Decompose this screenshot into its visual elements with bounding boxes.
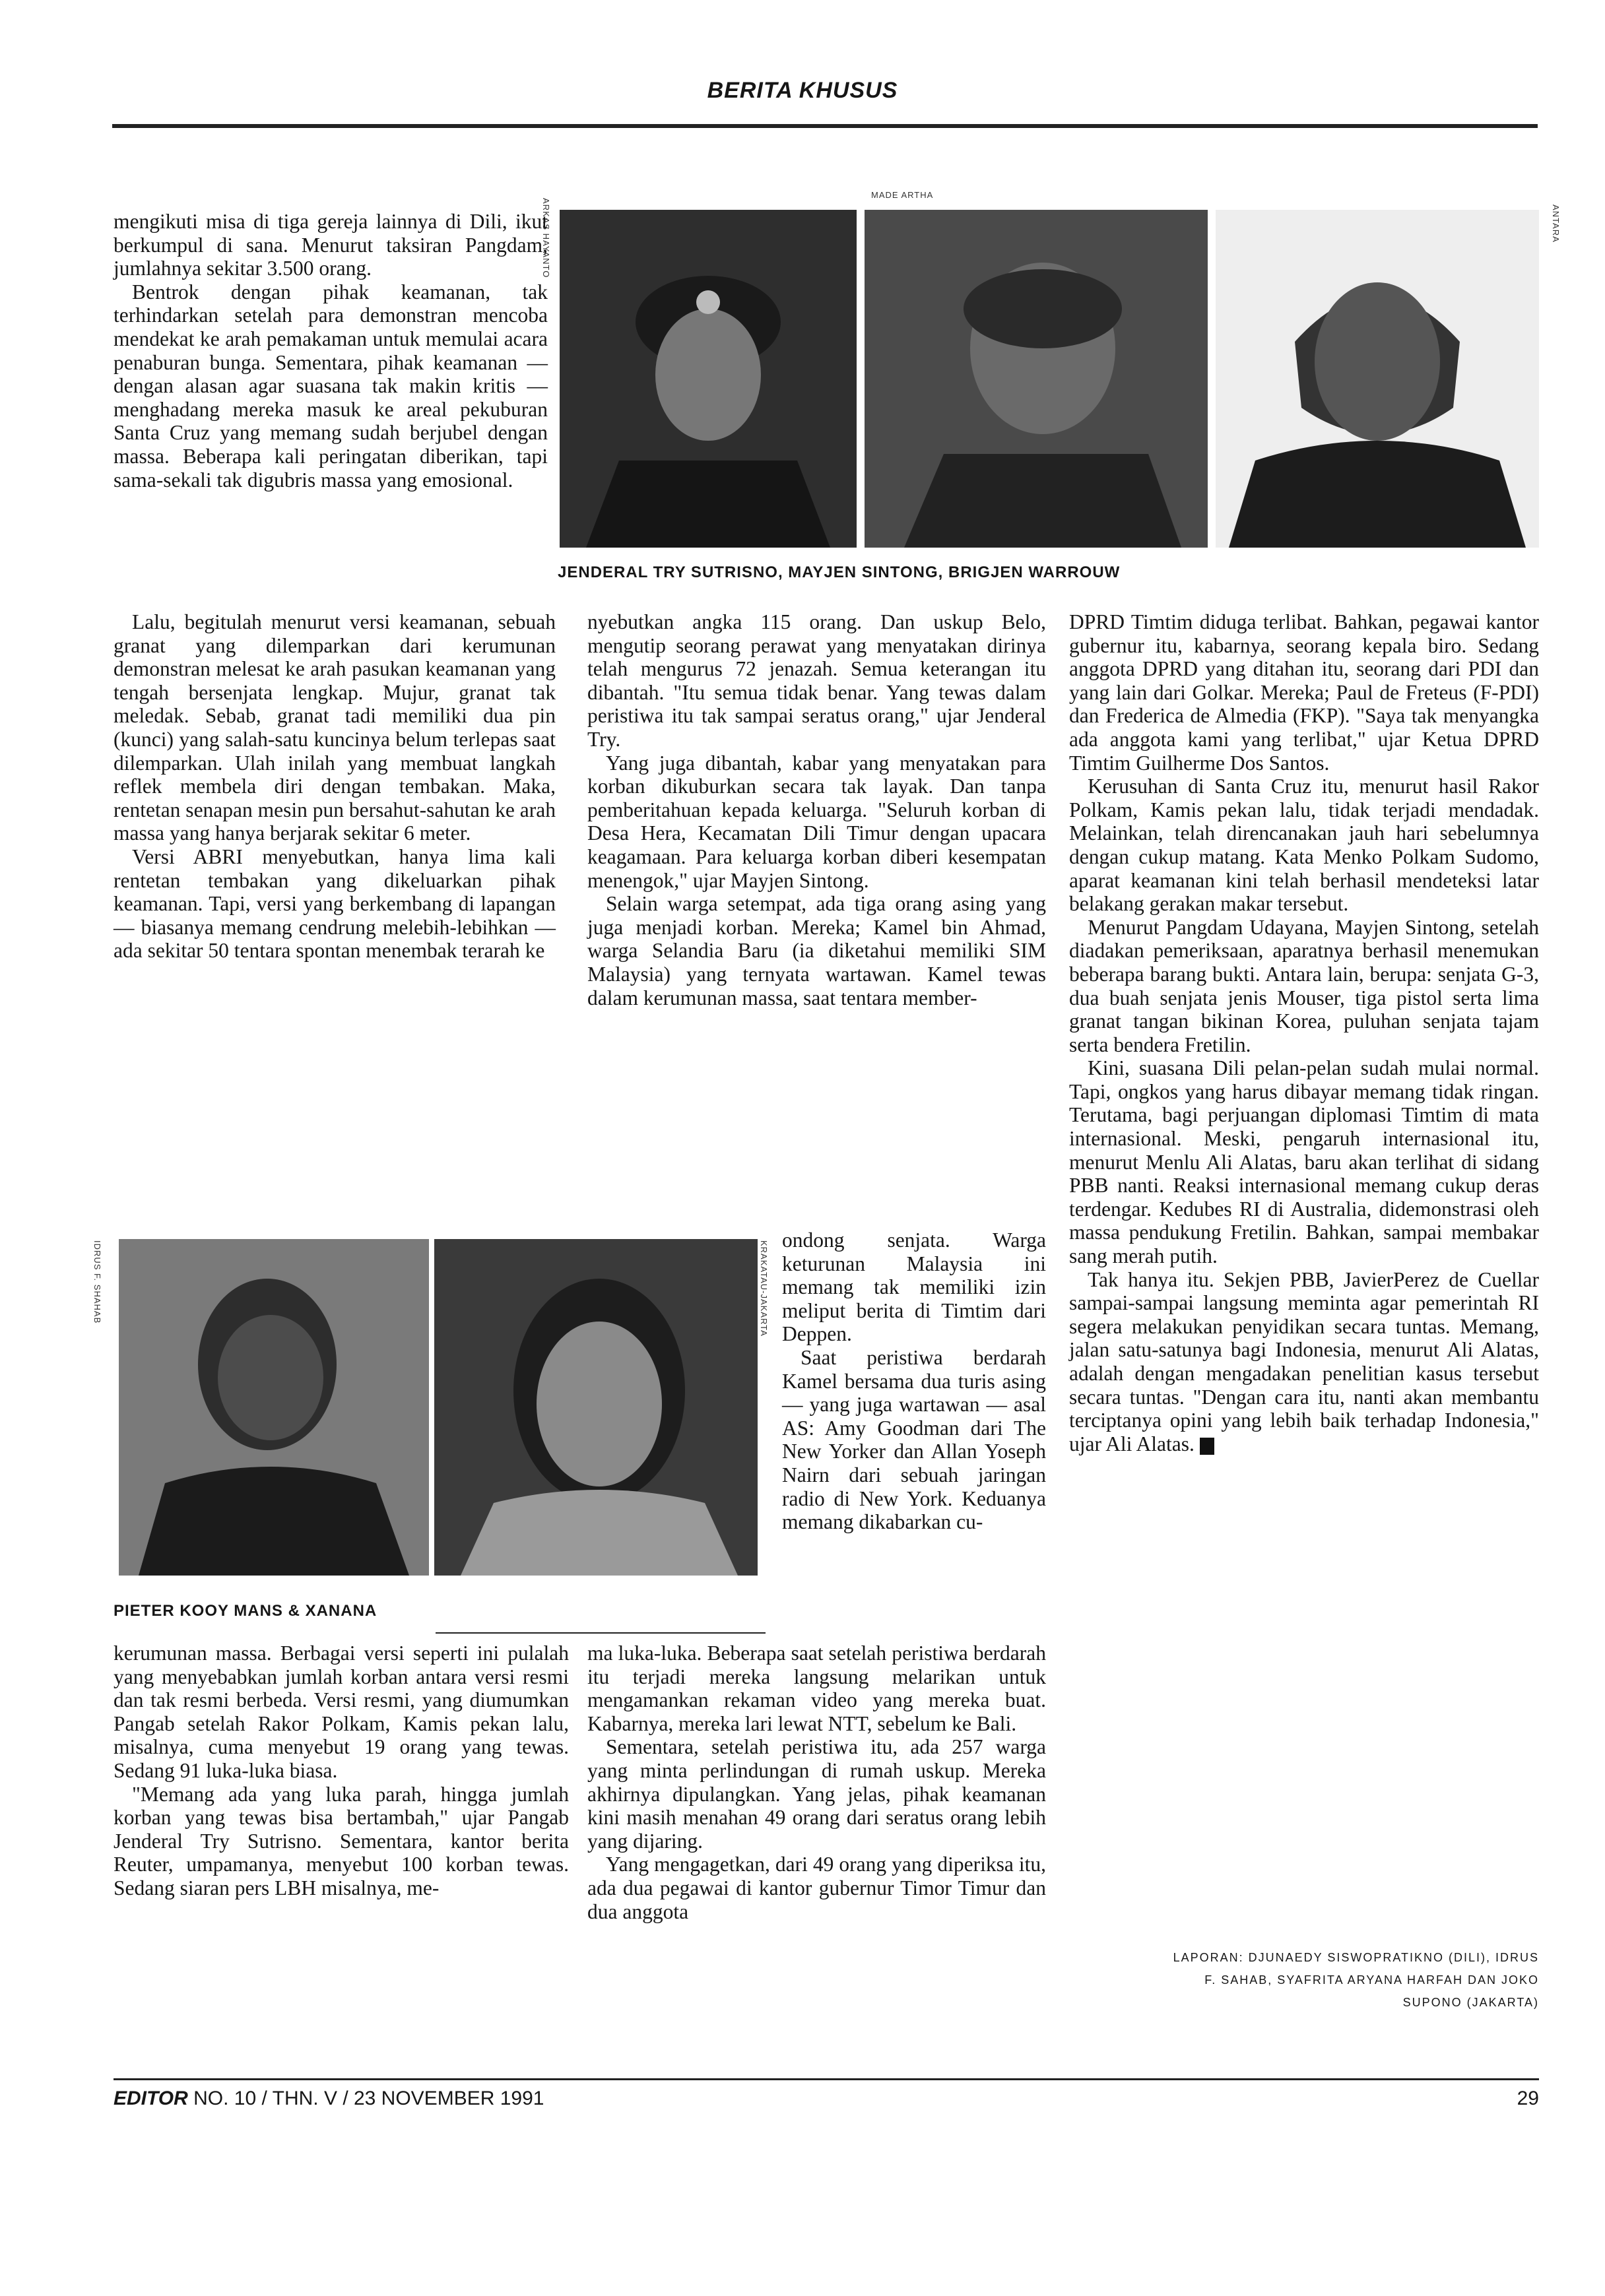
report-credits — [1069, 1946, 1539, 2014]
report-line-1: LAPORAN: DJUNAEDY SISWOPRATIKNO (DILI), IDRUS — [1173, 1951, 1539, 1964]
col2-bottom-para-1: ma luka-luka. Beberapa saat setelah peristiwa berdarah itu terjadi mereka langsung melarikan untuk mengamankan rekaman video yang mereka buat. Kabarnya, mereka lari lewat NTT, sebelum ke Bali. — [587, 1642, 1046, 1735]
report-line-2: F. SAHAB, SYAFRITA ARYANA HARFAH DAN JOKO — [1204, 1973, 1539, 1987]
col2-bottom-para-2: Sementara, setelah peristiwa itu, ada 257 warga yang minta perlindungan di rumah uskup. Mereka akhirnya dipulangkan. Yang jelas, pihak keamanan kini masih menahan 49 orang dari seratus orang lebih yang dijaring. — [587, 1735, 1046, 1853]
page-number: 29 — [1517, 2088, 1539, 2109]
photo-try-sutrisno — [560, 210, 857, 548]
photo-credit-right: ANTARA — [1551, 205, 1561, 243]
col2-narrow-para-2: Saat peristiwa berdarah Kamel bersama dua turis asing — yang juga wartawan — asal AS: Amy Goodman dari The New Yorker dan Allan Yoseph Nairn dari sebuah jaringan radio di New York. Keduanya memang dikabarkan cu- — [782, 1345, 1046, 1534]
top-photo-caption: JENDERAL TRY SUTRISNO, MAYJEN SINTONG, BRIGJEN WARROUW — [558, 563, 1121, 581]
col2-para-2: Yang juga dibantah, kabar yang menyatakan para korban dikuburkan secara tak layak. Dan tanpa pemberitahuan kepada keluarga. "Seluruh korban di Desa Hera, Kecamatan Dili Timur dengan upacara keagamaan. Para keluarga korban diberi kesempatan menengok," ujar Mayjen Sintong. — [587, 751, 1046, 892]
photo-credit-left: ARKAS HAYANTO — [541, 198, 551, 278]
footer-issue-line — [114, 2088, 544, 2110]
col2-bottom-para-3: Yang mengagetkan, dari 49 orang yang diperiksa itu, ada dua pegawai di kantor gubernur Timor Timur dan dua anggota — [587, 1853, 1046, 1923]
column-2-bottom — [587, 1642, 1046, 1923]
col3-para-5: Tak hanya itu. Sekjen PBB, JavierPerez de Cuellar sampai-sampai langsung meminta agar pemerintah RI segera melakukan penyidikan secara tuntas. Memang, jalan satu-satunya bagi Indonesia, menurut Ali Alatas, adalah dengan mengadakan penelitian kasus tersebut secara tuntas. "Dengan cara itu, nanti akan membantu terciptanya opini yang lebih baik terhadap Indonesia," ujar Ali Alatas. — [1069, 1267, 1539, 1455]
col3-para-1: DPRD Timtim diduga terlibat. Bahkan, pegawai kantor gubernur itu, kabarnya, seorang kepala biro. Sedang anggota DPRD yang ditahan itu, seorang dari PDI dan yang lain dari Golkar. Mereka; Paul de Freteus (F-PDI) dan Frederica de Almedia (FKP). "Saya tak menyangka ada anggota kami yang terlibat," ujar Ketua DPRD Timtim Guilherme Dos Santos. — [1069, 610, 1539, 775]
section-header: BERITA KHUSUS — [707, 78, 898, 103]
col1-para-1: mengikuti misa di tiga gereja lainnya di Dili, ikut berkumpul di sana. Menurut taksiran Pangdam, jumlahnya sekitar 3.500 orang. — [114, 210, 548, 280]
report-line-3: SUPONO (JAKARTA) — [1402, 1996, 1539, 2009]
col1-para-4: Versi ABRI menyebutkan, hanya lima kali rentetan tembakan yang dikeluarkan pihak keamanan. Tapi, versi yang berkembang di lapangan — biasanya memang cendrung melebih-lebihkan — ada sekitar 50 tentara spontan menembak terarah ke — [114, 845, 556, 963]
col3-para-3: Menurut Pangdam Udayana, Mayjen Sintong, setelah diadakan pemeriksaan, aparatnya berhasil menemukan beberapa barang bukti. Antara lain, berupa: senjata G-3, dua buah senjata jenis Mouser, tiga pistol serta lima granat tangan bikinan Korea, puluhan senjata tajam serta bendera Fretilin. — [1069, 915, 1539, 1056]
col1-bottom-para-2: "Memang ada yang luka parah, hingga jumlah korban yang tewas bisa bertambah," ujar Pangab Jenderal Try Sutrisno. Sementara, kantor berita Reuter, umpamanya, menyebut 100 korban tewas. Sedang siaran pers LBH misalnya, me- — [114, 1782, 569, 1899]
photo-credit-top: MADE ARTHA — [871, 190, 934, 200]
column-3 — [1069, 610, 1539, 1455]
issue-info: NO. 10 / THN. V / 23 NOVEMBER 1991 — [193, 2088, 544, 2109]
photo-pieter-kooymans — [119, 1239, 429, 1576]
column-1-top — [114, 210, 548, 492]
photo-warrouw — [1216, 210, 1539, 548]
column-2-narrow — [782, 1228, 1046, 1534]
photo-sintong — [865, 210, 1208, 548]
photo-credit-bottom-left: IDRUS F. SHAHAB — [92, 1240, 102, 1324]
footer-rule — [114, 2078, 1539, 2080]
photo-credit-bottom-right: KRAKATAU-JAKARTA — [759, 1240, 769, 1337]
col2-para-3: Selain warga setempat, ada tiga orang asing yang juga menjadi korban. Mereka; Kamel bin Ahmad, warga Selandia Baru (ia diketahui memiliki SIM Malaysia) yang ternyata wartawan. Kamel tewas dalam kerumunan massa, saat tentara member- — [587, 892, 1046, 1009]
col1-para-2: Bentrok dengan pihak keamanan, tak terhindarkan setelah para demonstran mencoba mendekat ke arah pemakaman untuk memulai acara penaburan bunga. Sementara, pihak keamanan — dengan alasan agar suasana tak makin kritis — menghadang mereka masuk ke areal pekuburan Santa Cruz yang memang sudah berjubel dengan massa. Beberapa kali peringatan diberikan, tapi sama-sekali tak digubris massa yang emosional. — [114, 280, 548, 492]
col1-para-3: Lalu, begitulah menurut versi keamanan, sebuah granat yang dilemparkan dari kerumunan demonstran melesat ke arah pasukan keamanan yang tengah bersenjata lengkap. Mujur, granat tak meledak. Sebab, granat tadi memiliki dua pin (kunci) yang salah-satu kuncinya belum terlepas saat dilemparkan. Ulah inilah yang membuat langkah reflek membela diri dengan tembakan. Maka, rentetan senapan mesin pun bersahut-sahutan ke arah massa yang hanya berjarak sekitar 6 meter. — [114, 610, 556, 845]
bottom-photo-caption: PIETER KOOY MANS & XANANA — [114, 1602, 377, 1620]
bottom-caption-rule — [436, 1632, 766, 1634]
col1-bottom-para-1: kerumunan massa. Berbagai versi seperti ini pulalah yang menyebabkan jumlah korban antara versi resmi dan tak resmi berbeda. Versi resmi, yang diumumkan Pangab setelah Rakor Polkam, Kamis pekan lalu, misalnya, cuma menyebut 19 orang yang tewas. Sedang 91 luka-luka biasa. — [114, 1642, 569, 1782]
photo-xanana — [434, 1239, 758, 1576]
column-2-top — [587, 610, 1046, 1009]
col3-para-2: Kerusuhan di Santa Cruz itu, menurut hasil Rakor Polkam, Kamis pekan lalu, tidak terjadi mendadak. Melainkan, telah direncanakan jauh hari sebelumnya dengan cukup matang. Kata Menko Polkam Sudomo, aparat keamanan kini telah berhasil mendeteksi latar belakang gerakan makar tersebut. — [1069, 775, 1539, 916]
header-rule — [112, 124, 1538, 128]
col2-narrow-para-1: ondong senjata. Warga keturunan Malaysia ini memang tak memiliki izin meliput berita di Timtim dari Deppen. — [782, 1228, 1046, 1346]
end-mark-icon — [1200, 1438, 1214, 1455]
col2-para-1: nyebutkan angka 115 orang. Dan uskup Belo, mengutip seorang perawat yang menyatakan dirinya telah mengurus 72 jenazah. Semua keterangan itu dibantah. "Itu semua tidak benar. Yang tewas dalam peristiwa itu tak sampai seratus orang," ujar Jenderal Try. — [587, 610, 1046, 751]
magazine-name: EDITOR — [114, 2088, 188, 2109]
column-1-bottom — [114, 1642, 569, 1900]
col3-para-4: Kini, suasana Dili pelan-pelan sudah mulai normal. Tapi, ongkos yang harus dibayar memang tidak ringan. Terutama, bagi perjuangan diplomasi Timtim di mata internasional. Meski, pengaruh internasional itu, menurut Menlu Ali Alatas, baru akan terlihat di sidang PBB nanti. Reaksi internasional memang cukup deras terdengar. Kedubes RI di Australia, didemonstrasi oleh massa pendukung Fretilin. Bahkan, sampai membakar sang merah putih. — [1069, 1056, 1539, 1268]
column-1-middle — [114, 610, 556, 963]
